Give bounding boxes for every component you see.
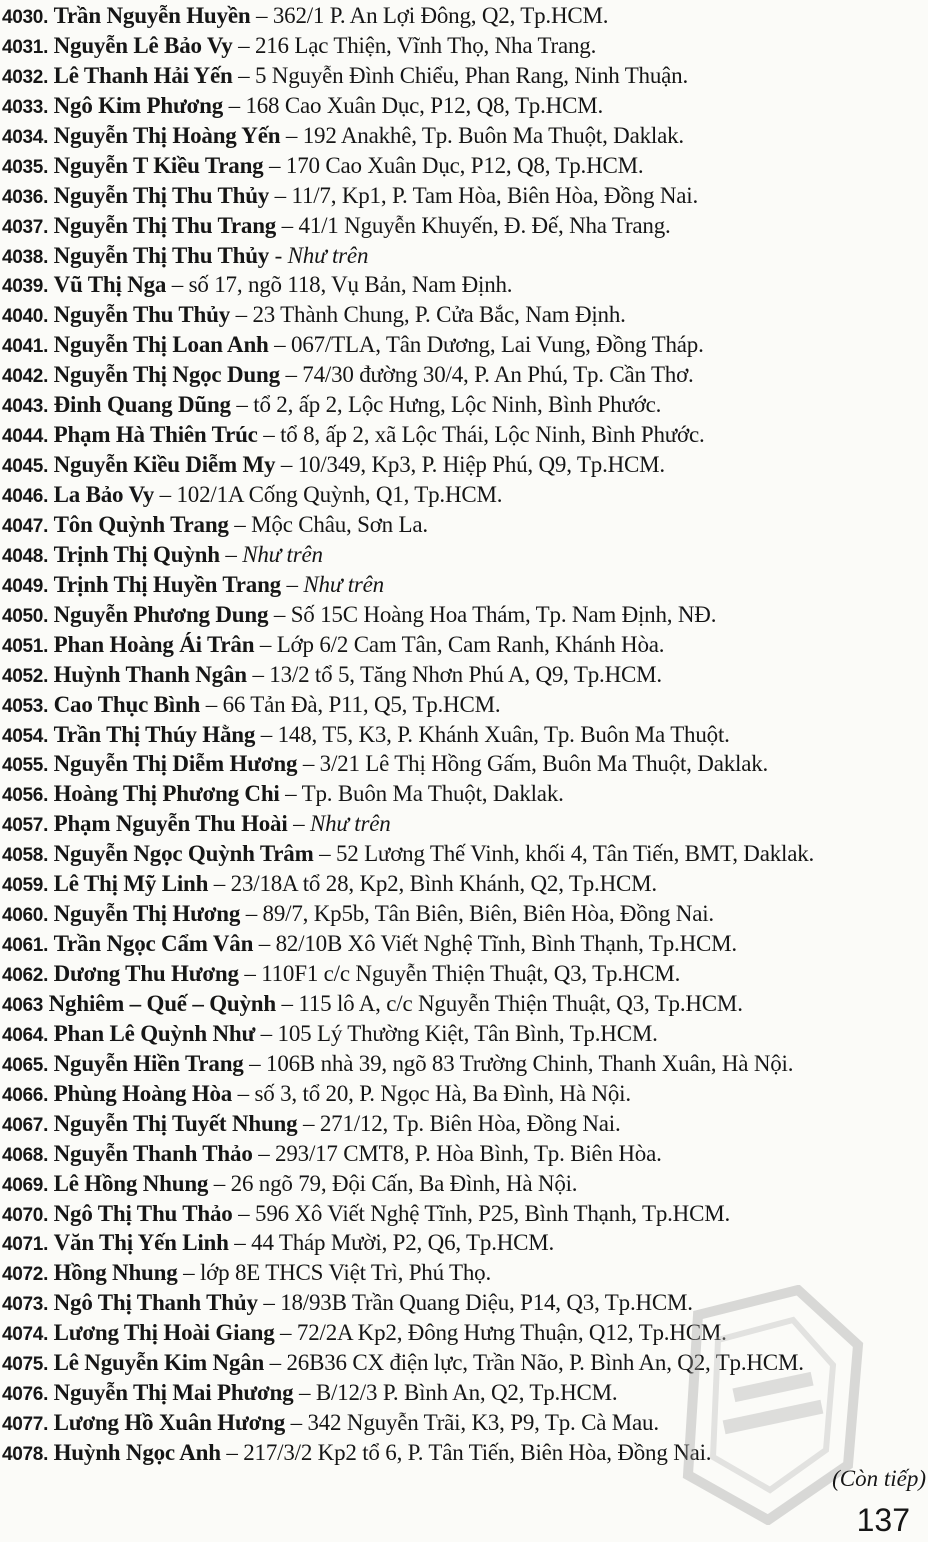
entry-address: 217/3/2 Kp2 tổ 6, P. Tân Tiến, Biên Hòa, Đồng Nai. xyxy=(243,1440,712,1465)
entry-number: 4054. xyxy=(2,725,49,747)
entry-separator: – xyxy=(232,62,255,88)
entry-number: 4064. xyxy=(2,1024,49,1046)
entry-number: 4078. xyxy=(2,1444,49,1465)
entry-separator: – xyxy=(276,212,299,238)
entry-address: 170 Cao Xuân Dục, P12, Q8, Tp.HCM. xyxy=(285,152,644,178)
entry-name: Nguyễn Thị Thu Thủy xyxy=(53,242,270,268)
list-item xyxy=(2,181,926,211)
entry-separator: – xyxy=(240,901,263,927)
entry-number: 4048. xyxy=(2,545,49,567)
entry-address: Như trên xyxy=(287,242,369,268)
entry-separator: – xyxy=(208,1170,231,1196)
entry-number: 4049. xyxy=(2,575,49,597)
entry-address: 168 Cao Xuân Dục, P12, Q8, Tp.HCM. xyxy=(245,92,604,118)
entry-number: 4068. xyxy=(2,1144,49,1166)
entry-name: Phan Lê Quỳnh Như xyxy=(53,1020,256,1046)
entry-number: 4066. xyxy=(2,1084,49,1106)
entry-address: 11/7, Kp1, P. Tam Hòa, Biên Hòa, Đồng Nai. xyxy=(291,182,699,208)
entry-separator: – xyxy=(232,32,255,58)
entry-number: 4042. xyxy=(2,366,49,388)
entry-address: 3/21 Lê Thị Hồng Gấm, Buôn Ma Thuột, Daklak. xyxy=(319,751,769,777)
list-item xyxy=(2,660,926,690)
list-item xyxy=(2,450,926,480)
entry-number: 4044. xyxy=(2,426,49,448)
entry-number: 4039. xyxy=(2,276,49,298)
list-item xyxy=(2,330,926,360)
entry-name: Nguyễn Thu Thủy xyxy=(53,302,231,328)
list-item xyxy=(2,300,926,330)
entry-separator: – xyxy=(293,1380,316,1406)
entry-name: Lê Thanh Hải Yến xyxy=(53,62,233,88)
list-item xyxy=(2,779,926,809)
entry-address: 26 ngõ 79, Đội Cấn, Ba Đình, Hà Nội. xyxy=(230,1170,578,1196)
entry-separator: – xyxy=(246,661,270,687)
entry-address: lớp 8E THCS Việt Trì, Phú Thọ. xyxy=(199,1260,492,1286)
list-item xyxy=(2,959,926,989)
entry-number: 4041. xyxy=(2,336,49,358)
entry-separator: – xyxy=(297,1110,320,1136)
entry-address: 106B nhà 39, ngõ 83 Trường Chinh, Thanh Xuân, Hà Nội. xyxy=(266,1050,794,1076)
entry-number: 4052. xyxy=(2,665,49,687)
entry-number: 4060. xyxy=(2,905,49,927)
entry-name: Nguyễn Ngọc Quỳnh Trâm xyxy=(53,841,314,867)
entry-address: 23 Thành Chung, P. Cửa Bắc, Nam Định. xyxy=(252,302,626,328)
entry-number: 4046. xyxy=(2,486,49,507)
entry-number: 4058. xyxy=(2,845,49,867)
list-item xyxy=(2,570,926,600)
entry-separator: – xyxy=(250,3,273,28)
list-item xyxy=(2,270,926,300)
entry-number: 4055. xyxy=(2,755,49,777)
entry-separator: – xyxy=(243,1050,267,1076)
address-list xyxy=(2,1,926,1468)
entry-number: 4043. xyxy=(2,396,49,418)
entry-separator: – xyxy=(268,601,291,627)
list-item xyxy=(2,1109,926,1139)
entry-number: 4040. xyxy=(2,306,49,328)
entry-separator: – xyxy=(280,571,304,597)
entry-name: Lê Thị Mỹ Linh xyxy=(53,871,209,897)
entry-separator: – xyxy=(279,781,302,807)
entry-number: 4051. xyxy=(2,635,49,657)
entry-address: 5 Nguyễn Đình Chiểu, Phan Rang, Ninh Thuận. xyxy=(254,62,689,88)
list-item xyxy=(2,241,926,271)
entry-address: 102/1A Cống Quỳnh, Q1, Tp.HCM. xyxy=(176,482,503,507)
entry-name: Trịnh Thị Quỳnh xyxy=(53,541,220,567)
entry-address: số 3, tổ 20, P. Ngọc Hà, Ba Đình, Hà Nội. xyxy=(254,1080,631,1106)
entry-number: 4072. xyxy=(2,1264,49,1286)
entry-address: 18/93B Trần Quang Diệu, P14, Q3, Tp.HCM. xyxy=(280,1290,693,1316)
entry-number: 4038. xyxy=(2,246,49,268)
entry-name: Nguyễn Thị Tuyết Nhung xyxy=(53,1110,298,1136)
entry-name: Nguyễn Thị Thu Thủy xyxy=(53,182,270,208)
entry-address: Tp. Buôn Ma Thuột, Daklak. xyxy=(301,781,564,807)
list-item xyxy=(2,989,926,1019)
entry-name: Hồng Nhung xyxy=(53,1260,178,1286)
entry-separator: – xyxy=(297,751,320,777)
entry-address: Như trên xyxy=(303,571,384,597)
entry-number: 4069. xyxy=(2,1174,49,1196)
list-item xyxy=(2,630,926,660)
entry-address: 362/1 P. An Lợi Đông, Q2, Tp.HCM. xyxy=(272,3,609,28)
list-item xyxy=(2,1019,926,1049)
entry-separator: – xyxy=(268,332,292,358)
entry-address: Lớp 6/2 Cam Tân, Cam Ranh, Khánh Hòa. xyxy=(276,631,665,657)
entry-address: 52 Lương Thế Vinh, khối 4, Tân Tiến, BMT, Daklak. xyxy=(335,841,815,867)
entry-number: 4067. xyxy=(2,1114,49,1136)
entry-separator: – xyxy=(223,92,246,118)
entry-separator: – xyxy=(154,482,177,507)
entry-name: Nguyễn Lê Bảo Vy xyxy=(53,32,233,58)
list-item xyxy=(2,91,926,121)
entry-name: Lê Hồng Nhung xyxy=(53,1170,209,1196)
entry-separator: – xyxy=(274,1320,297,1346)
entry-address: 72/2A Kp2, Đông Hưng Thuận, Q12, Tp.HCM. xyxy=(296,1320,727,1346)
entry-name: Nguyễn T Kiều Trang xyxy=(53,152,264,178)
entry-number: 4035. xyxy=(2,156,49,178)
entry-number: 4074. xyxy=(2,1324,49,1346)
entry-number: 4062. xyxy=(2,965,49,986)
list-item xyxy=(2,360,926,390)
entry-name: Nguyễn Thị Thu Trang xyxy=(53,212,277,238)
entry-separator: – xyxy=(254,631,277,657)
entry-separator: – xyxy=(269,182,292,208)
entry-separator: – xyxy=(287,811,310,837)
entry-name: Ngô Thị Thanh Thủy xyxy=(53,1290,258,1316)
entry-separator: – xyxy=(219,541,243,567)
entry-separator: – xyxy=(232,1080,255,1106)
entry-address: 66 Tản Đà, P11, Q5, Tp.HCM. xyxy=(222,691,501,717)
entry-address: B/12/3 P. Bình An, Q2, Tp.HCM. xyxy=(315,1380,618,1406)
entry-name: Nguyễn Thị Diễm Hương xyxy=(53,751,298,777)
entry-name: Nguyễn Thị Hương xyxy=(53,901,241,927)
list-item xyxy=(2,390,926,420)
list-item xyxy=(2,420,926,450)
list-item xyxy=(2,600,926,630)
list-item xyxy=(2,809,926,839)
entry-number: 4036. xyxy=(2,186,49,208)
entry-name: Lương Thị Hoài Giang xyxy=(53,1320,275,1346)
entry-address: 110F1 c/c Nguyễn Thiện Thuật, Q3, Tp.HCM. xyxy=(261,961,681,986)
entry-name: La Bảo Vy xyxy=(53,482,155,507)
page-number: 137 xyxy=(856,1502,910,1538)
entry-address: Mộc Châu, Sơn La. xyxy=(251,511,428,537)
list-item xyxy=(2,720,926,750)
entry-name: Lương Hồ Xuân Hương xyxy=(53,1410,286,1436)
list-item xyxy=(2,839,926,869)
entry-separator: – xyxy=(253,931,276,957)
entry-separator: – xyxy=(313,841,336,867)
entry-address: 89/7, Kp5b, Tân Biên, Biên, Biên Hòa, Đồng Nai. xyxy=(262,901,714,927)
entry-name: Phạm Hà Thiên Trúc xyxy=(53,422,258,448)
list-item xyxy=(2,1258,926,1288)
entry-name: Trịnh Thị Huyền Trang xyxy=(53,571,281,597)
entry-number: 4061. xyxy=(2,935,49,957)
entry-number: 4076. xyxy=(2,1384,49,1406)
entry-name: Nguyễn Kiều Diễm My xyxy=(53,452,276,478)
entry-address: 115 lô A, c/c Nguyễn Thiện Thuật, Q3, Tp.HCM. xyxy=(298,990,743,1016)
entry-separator: – xyxy=(200,691,223,717)
list-item xyxy=(2,690,926,720)
entry-address: 342 Nguyễn Trãi, K3, P9, Tp. Cà Mau. xyxy=(307,1410,659,1436)
entry-separator: – xyxy=(228,1230,252,1256)
entry-address: số 17, ngõ 118, Vụ Bản, Nam Định. xyxy=(188,272,513,298)
list-item xyxy=(2,869,926,899)
entry-address: 271/12, Tp. Biên Hòa, Đồng Nai. xyxy=(319,1110,621,1136)
list-item xyxy=(2,749,926,779)
entry-number: 4056. xyxy=(2,785,49,807)
entry-name: Nguyễn Hiền Trang xyxy=(53,1050,244,1076)
entry-address: 596 Xô Viết Nghệ Tĩnh, P25, Bình Thạnh, Tp.HCM. xyxy=(255,1200,731,1226)
entry-separator: – xyxy=(255,721,278,747)
entry-name: Phan Hoàng Ái Trân xyxy=(53,631,255,657)
entry-number: 4047. xyxy=(2,515,49,537)
list-item xyxy=(2,61,926,91)
entry-separator: – xyxy=(220,1440,244,1465)
list-item xyxy=(2,1228,926,1258)
entry-address: 41/1 Nguyễn Khuyến, Đ. Đế, Nha Trang. xyxy=(298,212,671,238)
entry-name: Trần Nguyễn Huyền xyxy=(53,3,251,28)
entry-separator: – xyxy=(252,1140,276,1166)
entry-name: Nguyễn Thanh Thảo xyxy=(53,1140,253,1166)
list-item xyxy=(2,929,926,959)
entry-separator: – xyxy=(275,990,299,1016)
entry-separator: – xyxy=(255,1020,278,1046)
entry-name: Tôn Quỳnh Trang xyxy=(53,511,229,537)
entry-name: Huỳnh Ngọc Anh xyxy=(53,1440,221,1465)
continued-label: (Còn tiếp) xyxy=(832,1466,926,1491)
entry-separator: – xyxy=(232,1200,256,1226)
entry-address: 148, T5, K3, P. Khánh Xuân, Tp. Buôn Ma Thuột. xyxy=(277,721,730,747)
list-item xyxy=(2,1139,926,1169)
entry-separator: – xyxy=(228,511,252,537)
entry-name: Vũ Thị Nga xyxy=(53,272,167,298)
entry-separator: – xyxy=(275,452,298,478)
entry-separator: – xyxy=(208,871,231,897)
entry-address: 105 Lý Thường Kiệt, Tân Bình, Tp.HCM. xyxy=(277,1020,658,1046)
entry-address: 13/2 tổ 5, Tăng Nhơn Phú A, Q9, Tp.HCM. xyxy=(269,661,662,687)
entry-name: Trần Ngọc Cẩm Vân xyxy=(53,931,254,957)
entry-number: 4073. xyxy=(2,1294,49,1316)
entry-separator: – xyxy=(166,272,189,298)
entry-number: 4057. xyxy=(2,815,49,837)
entry-number: 4059. xyxy=(2,875,49,897)
entry-separator: – xyxy=(230,302,253,328)
entry-number: 4077. xyxy=(2,1414,49,1436)
entry-address: 44 Tháp Mười, P2, Q6, Tp.HCM. xyxy=(251,1230,555,1256)
entry-address: tổ 2, ấp 2, Lộc Hưng, Lộc Ninh, Bình Phước. xyxy=(253,392,662,418)
entry-address: tổ 8, ấp 2, xã Lộc Thái, Lộc Ninh, Bình Phước. xyxy=(280,422,705,448)
entry-number: 4071. xyxy=(2,1234,49,1256)
entry-separator: – xyxy=(230,392,254,418)
entry-address: Như trên xyxy=(242,541,323,567)
entry-name: Đinh Quang Dũng xyxy=(53,392,231,418)
list-item xyxy=(2,31,926,61)
entry-address: 10/349, Kp3, P. Hiệp Phú, Q9, Tp.HCM. xyxy=(297,452,665,478)
entry-number: 4034. xyxy=(2,126,49,148)
entry-name: Huỳnh Thanh Ngân xyxy=(53,661,247,687)
list-item xyxy=(2,121,926,151)
list-item xyxy=(2,1049,926,1079)
entry-separator: - xyxy=(269,242,288,268)
entry-address: 23/18A tổ 28, Kp2, Bình Khánh, Q2, Tp.HCM. xyxy=(230,871,657,897)
entry-address: 067/TLA, Tân Dương, Lai Vung, Đồng Tháp. xyxy=(291,332,704,358)
entry-name: Nguyễn Thị Hoàng Yến xyxy=(53,122,281,148)
entry-address: 82/10B Xô Viết Nghệ Tĩnh, Bình Thạnh, Tp.HCM. xyxy=(275,931,737,957)
entry-separator: – xyxy=(280,122,303,148)
entry-separator: – xyxy=(177,1260,200,1286)
entry-separator: – xyxy=(257,422,281,448)
list-item xyxy=(2,1199,926,1229)
entry-address: 293/17 CMT8, P. Hòa Bình, Tp. Biên Hòa. xyxy=(275,1140,662,1166)
list-item xyxy=(2,540,926,570)
entry-number: 4032. xyxy=(2,66,49,88)
entry-name: Ngô Kim Phương xyxy=(53,92,224,118)
entry-address: 192 Anakhê, Tp. Buôn Ma Thuột, Daklak. xyxy=(302,122,684,148)
entry-separator: – xyxy=(257,1290,281,1316)
entry-name: Nguyễn Thị Loan Anh xyxy=(53,332,269,358)
entry-number: 4063 xyxy=(2,994,44,1016)
list-item xyxy=(2,899,926,929)
list-item xyxy=(2,211,926,241)
list-item xyxy=(2,1169,926,1199)
entry-name: Nguyễn Phương Dung xyxy=(53,601,269,627)
entry-number: 4037. xyxy=(2,216,49,238)
entry-address: 216 Lạc Thiện, Vĩnh Thọ, Nha Trang. xyxy=(254,32,597,58)
list-item xyxy=(2,1,926,31)
entry-separator: – xyxy=(263,152,286,178)
entry-separator: – xyxy=(279,362,303,388)
entry-name: Văn Thị Yến Linh xyxy=(53,1230,229,1256)
entry-name: Nguyễn Thị Mai Phương xyxy=(53,1380,294,1406)
entry-number: 4070. xyxy=(2,1204,49,1226)
entry-address: Số 15C Hoàng Hoa Thám, Tp. Nam Định, NĐ. xyxy=(290,601,717,627)
entry-address: Như trên xyxy=(309,811,391,837)
list-item xyxy=(2,510,926,540)
entry-separator: – xyxy=(264,1350,287,1376)
list-item xyxy=(2,151,926,181)
entry-name: Ngô Thị Thu Thảo xyxy=(53,1200,233,1226)
entry-name: Hoàng Thị Phương Chi xyxy=(53,781,280,807)
entry-name: Nguyễn Thị Ngọc Dung xyxy=(53,362,280,388)
entry-number: 4030. xyxy=(2,7,49,28)
entry-address: 26B36 CX điện lực, Trần Não, P. Bình An, Q2, Tp.HCM. xyxy=(286,1350,804,1376)
entry-name: Phùng Hoàng Hòa xyxy=(53,1080,233,1106)
entry-name: Phạm Nguyễn Thu Hoài xyxy=(53,811,288,837)
entry-name: Lê Nguyễn Kim Ngân xyxy=(53,1350,265,1376)
entry-separator: – xyxy=(238,961,262,986)
list-item xyxy=(2,1079,926,1109)
entry-name: Nghiêm – Quế – Quỳnh xyxy=(48,990,276,1016)
entry-separator: – xyxy=(285,1410,308,1436)
entry-address: 74/30 đường 30/4, P. An Phú, Tp. Cần Thơ. xyxy=(302,362,694,388)
entry-name: Cao Thục Bình xyxy=(53,691,201,717)
entry-name: Trần Thị Thúy Hằng xyxy=(53,721,256,747)
entry-number: 4053. xyxy=(2,695,49,717)
entry-number: 4045. xyxy=(2,456,49,478)
entry-number: 4050. xyxy=(2,605,49,627)
list-item xyxy=(2,480,926,510)
entry-number: 4075. xyxy=(2,1354,49,1376)
entry-name: Dương Thu Hương xyxy=(53,961,239,986)
entry-number: 4031. xyxy=(2,36,49,58)
entry-number: 4065. xyxy=(2,1054,49,1076)
entry-number: 4033. xyxy=(2,96,49,118)
